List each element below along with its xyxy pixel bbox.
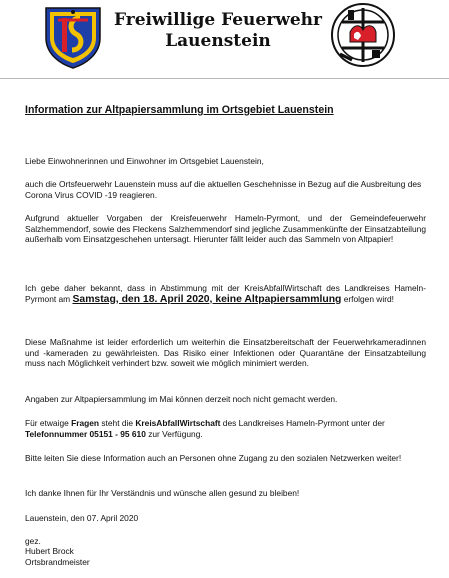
document-headline: Information zur Altpapiersammlung im Ortsgebiet Lauenstein [25,104,334,116]
signature-role: Ortsbrandmeister [25,557,90,567]
contact-text-4: zur Verfügung. [148,428,203,439]
cancellation-notice: Samstag, den 18. April 2020, keine Altpapiersammlung [72,293,342,305]
greeting-paragraph: Liebe Einwohnerinnen und Einwohner im Ortsgebiet Lauenstein, [25,156,264,166]
contact-text-3: des Landkreises Hameln-Pyrmont unter der [222,418,385,428]
lauenstein-crest-icon [40,4,106,70]
paragraph-contact [25,418,426,439]
paragraph-thanks: Ich danke Ihnen für Ihr Verständnis und wünsche allen gesund zu bleiben! [25,488,300,498]
date-line: Lauenstein, den 07. April 2020 [25,513,139,523]
contact-text-1: Für etwaige [25,418,69,428]
contact-phone: Telefonnummer 05151 - 95 610 [25,428,146,439]
signature-gez: gez. [25,536,41,546]
signature-name: Hubert Brock [25,546,74,556]
contact-questions: Fragen [71,418,100,428]
header-divider [0,78,449,79]
announcement-end: erfolgen wird! [343,293,394,304]
paragraph-share-request: Bitte leiten Sie diese Information auch an Personen ohne Zugang zu den sozialen Netzwerken weiter! [25,453,402,463]
contact-organization: KreisAbfallWirtschaft [135,418,221,428]
title-line-1: Freiwillige Feuerwehr [114,10,322,30]
fire-brigade-emblem-icon [330,2,396,68]
paragraph-intro: auch die Ortsfeuerwehr Lauenstein muss auf die aktuellen Geschehnisse in Bezug auf die Ausbreitung des Corona Virus COVID -19 reagieren. [25,179,422,200]
announcement-text: Ich gebe daher bekannt, dass in Abstimmung mit der KreisAbfallWirtschaft des Landkreises Hameln-Pyrmont am [25,283,426,304]
contact-text-2: steht die [101,418,134,428]
paragraph-may-info: Angaben zur Altpapiersammlung im Mai können derzeit noch nicht gemacht werden. [25,394,338,404]
paragraph-reason: Diese Maßnahme ist leider erforderlich um weiterhin die Einsatzbereitschaft der Feuerwehrkameradinnen und -kameraden zu gewährleisten. Das Risiko einer Infektionen oder Quarantäne der Einsatzabteilung muss nach Möglichkeit verhindert bzw. soweit wie möglich minimiert werden. [25,337,426,369]
paragraph-regulations: Aufgrund aktueller Vorgaben der Kreisfeuerwehr Hameln-Pyrmont, und der Gemeindefeuerwehr Salzhemmendorf, sowie des Fleckens Salzhemmendorf sind jegliche Zusammenkünfte der Einsatzabteilung außerhalb vom Einsatzgeschehen untersagt. Hierunter fällt leider auch das Sammeln von Altpapier! [25,213,426,245]
title-line-2: Lauenstein [165,31,271,51]
letterhead [0,0,449,84]
organization-title [108,10,328,52]
paragraph-announcement [25,283,426,305]
